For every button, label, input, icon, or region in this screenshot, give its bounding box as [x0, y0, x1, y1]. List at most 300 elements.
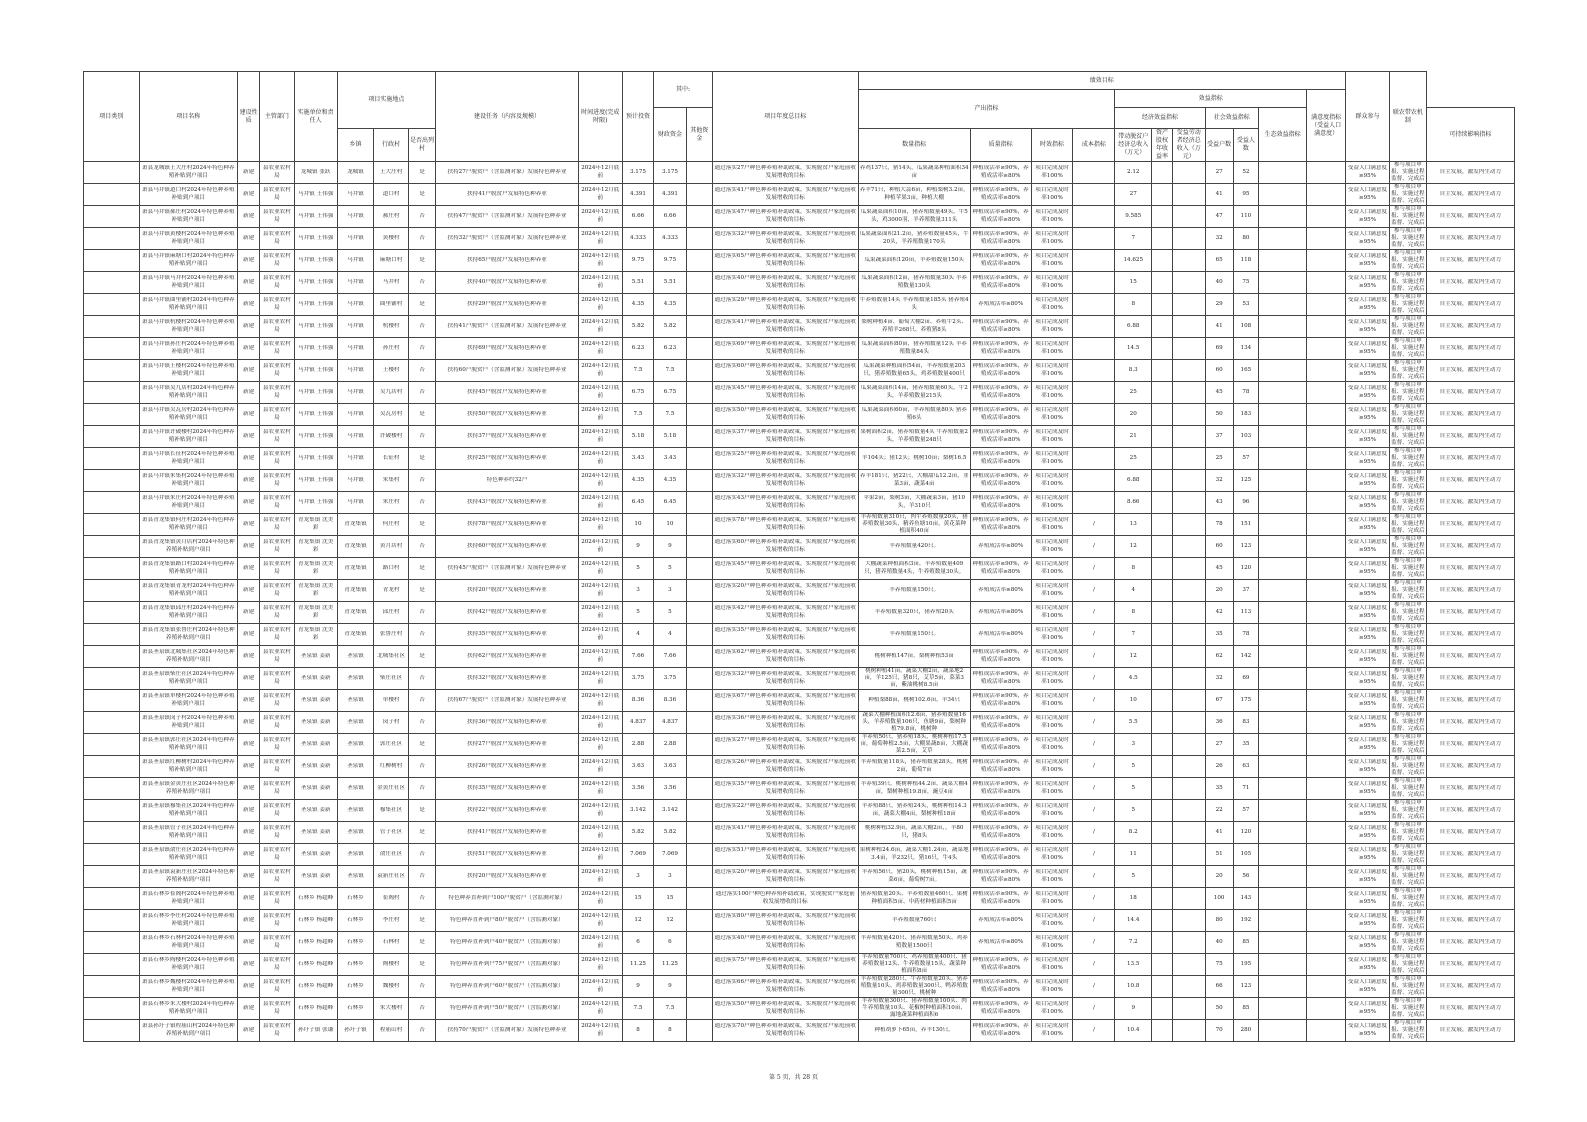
cell-dept [260, 778, 295, 800]
cell-task [436, 580, 579, 602]
cell-quality [970, 426, 1031, 448]
cell-fiscal [654, 382, 686, 404]
cell-timeliness [1031, 888, 1073, 910]
cell-task [436, 250, 579, 272]
cell-cost [1073, 228, 1115, 250]
cell-income-text: 8 [1131, 608, 1136, 615]
cell-mechanism [1426, 206, 1514, 228]
cell-listed-text: 是 [419, 564, 425, 571]
cell-deadline [578, 206, 622, 228]
cell-income-text: 9 [1131, 1004, 1136, 1011]
cell-cost [1073, 800, 1115, 822]
cell-goal [712, 910, 858, 932]
cell-deadline-text: 2024年12月底前 [581, 979, 620, 993]
cell-other [686, 580, 712, 602]
cell-equity [1152, 184, 1173, 206]
cell-people [1233, 536, 1258, 558]
cell-task-text: 扶持60户脱贫户发展特色种养业 [467, 542, 547, 549]
table-row [84, 382, 1515, 404]
cell-income-text: 4 [1131, 586, 1136, 593]
cell-satisfaction [1346, 690, 1390, 712]
cell-eco [1258, 602, 1306, 624]
table-row [84, 272, 1515, 294]
cell-town-text: 圣泉镇 [347, 674, 364, 681]
cell-people-text: 125 [1240, 476, 1252, 483]
cell-fiscal-text: 9.75 [663, 256, 677, 263]
cell-people [1233, 844, 1258, 866]
cell-unit [294, 602, 337, 624]
cell-other [686, 316, 712, 338]
cell-sustain [1307, 932, 1346, 954]
cell-masses-text: 参与项目申报、实施过程监督、完成后 [1391, 712, 1425, 733]
cell-masses-text: 参与项目申报、实施过程监督、完成后 [1391, 778, 1425, 799]
cell-goal-text: 通过落实41户种色种养殖补助政策，实现脱贫户家庭前收发展增收的目标 [714, 825, 856, 839]
cell-dept-text: 县农业农村局 [262, 1023, 291, 1037]
cell-cost [1073, 668, 1115, 690]
cell-cost-text: / [1092, 894, 1095, 901]
cell-cost [1073, 316, 1115, 338]
cell-mechanism-text: 自主发展，激发内生动力 [1439, 1004, 1502, 1011]
cell-mechanism-text: 自主发展，激发内生动力 [1439, 256, 1502, 263]
cell-goal-text: 通过落实62户种色种养殖补助政策，实现脱贫户家庭前收发展增收的目标 [714, 649, 856, 663]
cell-name-text: 萧县马井镇杭楼村2024年特色种养殖补贴到户项目 [142, 319, 235, 333]
cell-satisfaction-text: 受益人口满意度≥95% [1347, 297, 1388, 311]
cell-invest [622, 558, 653, 580]
cell-dept-text: 县农业农村局 [262, 275, 291, 289]
cell-village-text: 吴瓦房村 [379, 410, 403, 417]
cell-people-text: 85 [1242, 938, 1250, 945]
cell-goal-text: 通过落实43户种色种养殖补助政策，实现脱贫户家庭前收发展增收的目标 [714, 495, 856, 509]
cell-dept-text: 县农业农村局 [262, 539, 291, 553]
cell-masses-text: 参与项目申报、实施过程监督、完成后 [1391, 360, 1425, 381]
cell-invest [622, 998, 653, 1020]
cell-name [139, 888, 238, 910]
cell-mechanism-text: 自主发展，激发内生动力 [1439, 520, 1502, 527]
cell-other [686, 426, 712, 448]
cell-people-text: 57 [1242, 806, 1250, 813]
cell-masses-text: 参与项目申报、实施过程监督、完成后 [1391, 690, 1425, 711]
cell-listed-text: 否 [419, 388, 425, 395]
cell-task [436, 184, 579, 206]
cell-name [139, 162, 238, 184]
cell-listed-text: 否 [419, 1004, 425, 1011]
cell-town [337, 184, 374, 206]
cell-village-text: 朱大楼村 [379, 1004, 403, 1011]
cell-masses [1390, 646, 1427, 668]
cell-eco [1258, 206, 1306, 228]
cell-goal [712, 272, 858, 294]
cell-income-text: 14.625 [1123, 256, 1144, 263]
cell-equity [1152, 866, 1173, 888]
cell-people-text: 143 [1240, 894, 1252, 901]
cell-qty [858, 382, 970, 404]
cell-people-text: 195 [1240, 960, 1252, 967]
cell-fiscal [654, 580, 686, 602]
cell-masses-text: 参与项目申报、实施过程监督、完成后 [1391, 492, 1425, 513]
cell-qty-text: 种植梨88亩，桃树102.6亩，羊34只 [868, 696, 961, 703]
cell-people [1233, 250, 1258, 272]
cell-unit [294, 844, 337, 866]
cell-satisfaction [1346, 294, 1390, 316]
cell-masses [1390, 954, 1427, 976]
cell-deadline [578, 558, 622, 580]
cell-deadline-text: 2024年12月底前 [581, 319, 620, 333]
cell-name [139, 998, 238, 1020]
cell-name [139, 448, 238, 470]
cell-category [84, 646, 140, 668]
cell-invest-text: 4.35 [631, 476, 645, 483]
cell-quality [970, 316, 1031, 338]
cell-households-text: 36 [1215, 718, 1223, 725]
cell-name [139, 602, 238, 624]
cell-people [1233, 382, 1258, 404]
cell-dept [260, 470, 295, 492]
cell-quality [970, 404, 1031, 426]
table-row [84, 228, 1515, 250]
cell-dept [260, 646, 295, 668]
cell-labor [1173, 800, 1205, 822]
cell-listed [408, 580, 435, 602]
cell-listed [408, 184, 435, 206]
cell-goal-text: 通过落实78户种色种养殖补助政策，实现脱贫户家庭前收发展增收的目标 [714, 517, 856, 531]
cell-income [1115, 316, 1152, 338]
cell-mechanism [1426, 250, 1514, 272]
cell-category [84, 272, 140, 294]
cell-listed [408, 514, 435, 536]
cell-listed [408, 866, 435, 888]
cell-cost-text: / [1092, 806, 1095, 813]
table-body [84, 162, 1515, 1042]
cell-town-text: 马井镇 [347, 234, 364, 241]
cell-task [436, 910, 579, 932]
cell-people-text: 175 [1240, 696, 1252, 703]
table-row [84, 316, 1515, 338]
cell-quality-text: 种植成活率≥90%，养殖成活率≥80% [972, 693, 1029, 707]
cell-income-text: 25 [1129, 388, 1137, 395]
cell-category [84, 932, 140, 954]
cell-households-text: 100 [1213, 894, 1225, 901]
cell-nature-text: 新建 [242, 322, 255, 329]
cell-invest-text: 6 [636, 938, 640, 945]
cell-town [337, 448, 374, 470]
cell-village [374, 668, 409, 690]
cell-mechanism [1426, 690, 1514, 712]
cell-fiscal [654, 316, 686, 338]
cell-name-text: 萧县圣泉镇红柳树村2024年特色种养殖补贴到户项目 [142, 759, 235, 773]
cell-invest [622, 844, 653, 866]
cell-nature [238, 316, 260, 338]
cell-task [436, 778, 579, 800]
cell-income-text: 8 [1131, 300, 1136, 307]
cell-timeliness-text: 项目完成及时率100% [1035, 385, 1069, 399]
cell-masses-text: 参与项目申报、实施过程监督、完成后 [1391, 558, 1425, 579]
cell-listed-text: 是 [419, 652, 425, 659]
cell-village [374, 756, 409, 778]
cell-people-text: 165 [1240, 366, 1252, 373]
cell-dept [260, 910, 295, 932]
cell-mechanism [1426, 602, 1514, 624]
cell-timeliness [1031, 756, 1073, 778]
cell-timeliness [1031, 514, 1073, 536]
cell-fiscal-text: 4.837 [661, 718, 678, 725]
cell-town [337, 206, 374, 228]
cell-name-text: 萧县青龙集镇青龙村2024年特色种养殖补贴到户项目 [142, 583, 235, 597]
cell-village [374, 558, 409, 580]
cell-task [436, 734, 579, 756]
cell-dept-text: 县农业农村局 [262, 231, 291, 245]
cell-equity [1152, 1020, 1173, 1042]
cell-households-text: 27 [1215, 740, 1223, 747]
cell-cost [1073, 712, 1115, 734]
cell-income-text: 7 [1131, 234, 1136, 241]
cell-cost-text: / [1092, 938, 1095, 945]
cell-income-text: 4.5 [1128, 674, 1138, 681]
cell-income [1115, 272, 1152, 294]
cell-unit-text: 青龙集镇 沈美彩 [297, 517, 334, 531]
cell-dept-text: 县农业农村局 [262, 297, 291, 311]
cell-village [374, 360, 409, 382]
cell-people [1233, 756, 1258, 778]
cell-other [686, 558, 712, 580]
cell-households [1205, 184, 1233, 206]
cell-nature [238, 250, 260, 272]
cell-households [1205, 228, 1233, 250]
cell-income-text: 25 [1129, 454, 1137, 461]
cell-goal-text: 通过落实27户种色种养殖补助政策，实现脱贫户家庭前收发展增收的目标 [714, 165, 856, 179]
cell-village-text: 黄月店村 [379, 542, 403, 549]
cell-listed-text: 否 [419, 850, 425, 857]
cell-unit-text: 马井镇 王伟强 [297, 234, 334, 241]
cell-invest [622, 272, 653, 294]
cell-masses [1390, 976, 1427, 998]
cell-satisfaction-text: 受益人口满意度≥95% [1347, 979, 1388, 993]
cell-dept-text: 县农业农村局 [262, 561, 291, 575]
cell-village [374, 536, 409, 558]
cell-equity [1152, 250, 1173, 272]
cell-cost [1073, 272, 1115, 294]
cell-households-text: 60 [1215, 366, 1223, 373]
cell-village [374, 998, 409, 1020]
cell-name-text: 萧县青龙集镇张鲁庄村2024年特色种养殖补贴到户项目 [142, 627, 235, 641]
cell-other [686, 448, 712, 470]
cell-timeliness [1031, 954, 1073, 976]
cell-fiscal-text: 9 [668, 542, 672, 549]
cell-town-text: 石林乡 [347, 916, 364, 923]
cell-unit-text: 圣泉镇 姜新 [300, 806, 331, 813]
cell-people [1233, 360, 1258, 382]
cell-qty [858, 1020, 970, 1042]
cell-listed [408, 712, 435, 734]
cell-people-text: 118 [1240, 256, 1252, 263]
cell-masses-text: 参与项目申报、实施过程监督、完成后 [1391, 1020, 1425, 1041]
cell-qty [858, 602, 970, 624]
cell-listed [408, 954, 435, 976]
cell-name-text: 萧县马井镇王楼村2024年特色种养殖补贴到户项目 [142, 363, 235, 377]
cell-households-text: 62 [1215, 652, 1223, 659]
cell-people-text: 52 [1242, 168, 1250, 175]
cell-quality-text: 种植成活率≥90%，养殖成活率≥80% [972, 649, 1029, 663]
cell-timeliness [1031, 932, 1073, 954]
cell-goal-text: 通过落实100户种色种养殖补助政策，实现脱贫户家庭前收发展增收的目标 [715, 891, 855, 905]
cell-quality-text: 养殖成活率≥80% [978, 916, 1024, 923]
cell-households-text: 45 [1215, 388, 1223, 395]
cell-village [374, 272, 409, 294]
cell-households [1205, 558, 1233, 580]
cell-quality-text: 种植成活率≥90%，养殖成活率≥80% [972, 341, 1029, 355]
cell-people [1233, 1020, 1258, 1042]
cell-income-text: 12 [1129, 652, 1137, 659]
cell-task-text: 扶持70户脱贫户（含监测对象）发展特色种养业 [447, 1026, 567, 1033]
cell-task-text: 扶持45户脱贫户（含监测对象）发展特色种养业 [447, 564, 567, 571]
cell-goal-text: 通过落实60户种色种养殖补助政策，实现脱贫户家庭前收发展增收的目标 [714, 363, 856, 377]
cell-town [337, 316, 374, 338]
cell-goal-text: 通过落实26户种色种养殖补助政策，实现脱贫户家庭前收发展增收的目标 [714, 759, 856, 773]
cell-name [139, 910, 238, 932]
cell-quality-text: 种植成活率≥90%，养殖成活率≥80% [972, 1001, 1029, 1015]
cell-satisfaction-text: 受益人口满意度≥95% [1347, 165, 1388, 179]
cell-invest [622, 646, 653, 668]
cell-nature [238, 558, 260, 580]
cell-listed [408, 382, 435, 404]
cell-mechanism-text: 自主发展，激发内生动力 [1439, 872, 1502, 879]
cell-fiscal [654, 514, 686, 536]
cell-timeliness-text: 项目完成及时率100% [1035, 451, 1069, 465]
cell-town-text: 圣泉镇 [347, 872, 364, 879]
cell-unit-text: 马井镇 王伟强 [297, 388, 334, 395]
cell-dept [260, 822, 295, 844]
cell-mechanism [1426, 932, 1514, 954]
cell-qty-text: 瓜果蔬菜面积12亩，猪养殖数量30头 羊养殖数量130头 [861, 275, 967, 289]
cell-village [374, 822, 409, 844]
cell-mechanism [1426, 426, 1514, 448]
cell-cost [1073, 624, 1115, 646]
cell-unit-text: 青龙集镇 沈美彩 [297, 583, 334, 597]
cell-satisfaction [1346, 228, 1390, 250]
cell-town-text: 圣泉镇 [347, 762, 364, 769]
cell-cost-text: / [1092, 674, 1095, 681]
cell-town [337, 558, 374, 580]
cell-invest [622, 624, 653, 646]
cell-sustain [1307, 580, 1346, 602]
cell-village-text: 程庙山村 [379, 1026, 403, 1033]
cell-unit-text: 石林乡 杨超峰 [297, 960, 334, 967]
cell-category [84, 756, 140, 778]
cell-quality-text: 养殖成活率≥80% [978, 542, 1024, 549]
cell-listed-text: 否 [419, 608, 425, 615]
cell-village-text: 麻塘口村 [379, 256, 403, 263]
cell-goal-text: 通过落实40户种色种养殖补助政策，实现脱贫户家庭前收发展增收的目标 [714, 275, 856, 289]
cell-households-text: 69 [1215, 344, 1223, 351]
cell-people-text: 78 [1242, 630, 1250, 637]
cell-timeliness-text: 项目完成及时率100% [1035, 209, 1069, 223]
cell-labor [1173, 250, 1205, 272]
cell-quality [970, 228, 1031, 250]
cell-listed [408, 294, 435, 316]
cell-nature-text: 新建 [242, 212, 255, 219]
cell-unit [294, 690, 337, 712]
table-row [84, 536, 1515, 558]
cell-people [1233, 184, 1258, 206]
cell-village-text: 管子社区 [379, 828, 403, 835]
cell-dept-text: 县农业农村局 [262, 891, 291, 905]
cell-people-text: 80 [1242, 234, 1250, 241]
cell-village-text: 王楼村 [382, 366, 400, 373]
cell-satisfaction-text: 受益人口满意度≥95% [1347, 583, 1388, 597]
col-econ: 经济效益指标 [1115, 108, 1205, 129]
cell-task-text: 特色种养直补到户80户脱贫户（含监测对象） [450, 916, 564, 923]
cell-satisfaction-text: 受益人口满意度≥95% [1347, 231, 1388, 245]
cell-nature-text: 新建 [242, 762, 255, 769]
cell-goal-text: 通过落实69户种色种养殖补助政策，实现脱贫户家庭前收发展增收的目标 [714, 341, 856, 355]
cell-masses-text: 参与项目申报、实施过程监督、完成后 [1391, 888, 1425, 909]
cell-deadline [578, 426, 622, 448]
cell-name [139, 866, 238, 888]
cell-category [84, 250, 140, 272]
cell-listed-text: 否 [419, 344, 425, 351]
cell-fiscal-text: 4 [668, 630, 672, 637]
cell-invest-text: 9 [636, 982, 640, 989]
cell-name-text: 萧县马井镇长征村2024年特色种养殖补贴到户项目 [142, 451, 235, 465]
cell-people [1233, 822, 1258, 844]
cell-dept-text: 县农业农村局 [262, 869, 291, 883]
cell-equity [1152, 426, 1173, 448]
cell-equity [1152, 580, 1173, 602]
cell-households [1205, 294, 1233, 316]
cell-goal-text: 通过落实32户种色种养殖补助政策，实现脱贫户家庭前收发展增收的目标 [714, 231, 856, 245]
cell-nature-text: 新建 [242, 432, 255, 439]
cell-other [686, 492, 712, 514]
table-row [84, 294, 1515, 316]
cell-village-text: 柴庄社区 [379, 674, 403, 681]
cell-deadline-text: 2024年12月底前 [581, 187, 620, 201]
cell-fiscal [654, 712, 686, 734]
cell-satisfaction-text: 受益人口满意度≥95% [1347, 671, 1388, 685]
cell-cost-text: / [1092, 652, 1095, 659]
cell-fiscal-text: 11.25 [661, 960, 678, 967]
cell-goal [712, 932, 858, 954]
cell-fiscal-text: 6.75 [663, 388, 677, 395]
cell-timeliness-text: 项目完成及时率100% [1035, 253, 1069, 267]
cell-cost-text: / [1092, 520, 1095, 527]
cell-timeliness [1031, 1020, 1073, 1042]
cell-households-text: 40 [1215, 938, 1223, 945]
cell-qty-text: 瓜果蔬菜面积14亩，猪养殖数量60头，牛2头，羊养殖数量215头 [860, 385, 968, 399]
cell-category [84, 162, 140, 184]
cell-fiscal [654, 778, 686, 800]
cell-equity [1152, 404, 1173, 426]
cell-income [1115, 668, 1152, 690]
cell-timeliness [1031, 910, 1073, 932]
cell-unit [294, 536, 337, 558]
cell-qty [858, 646, 970, 668]
cell-cost [1073, 998, 1115, 1020]
cell-name-text: 萧县青龙集镇路口村2024年特色种养殖补贴到户项目 [142, 561, 235, 575]
cell-town-text: 青龙集镇 [344, 630, 367, 637]
cell-timeliness-text: 项目完成及时率100% [1035, 737, 1069, 751]
cell-task-text: 扶持41户脱贫户（含监测对象）发展特色种养业 [447, 322, 567, 329]
cell-people [1233, 492, 1258, 514]
cell-task [436, 360, 579, 382]
cell-dept [260, 866, 295, 888]
cell-nature [238, 998, 260, 1020]
cell-deadline [578, 448, 622, 470]
cell-masses-text: 参与项目申报、实施过程监督、完成后 [1391, 624, 1425, 645]
cell-listed-text: 否 [419, 212, 425, 219]
cell-labor [1173, 712, 1205, 734]
cell-task-text: 扶持69户脱贫户发展特色种养业 [467, 344, 547, 351]
cell-quality [970, 1020, 1031, 1042]
cell-satisfaction-text: 受益人口满意度≥95% [1347, 253, 1388, 267]
